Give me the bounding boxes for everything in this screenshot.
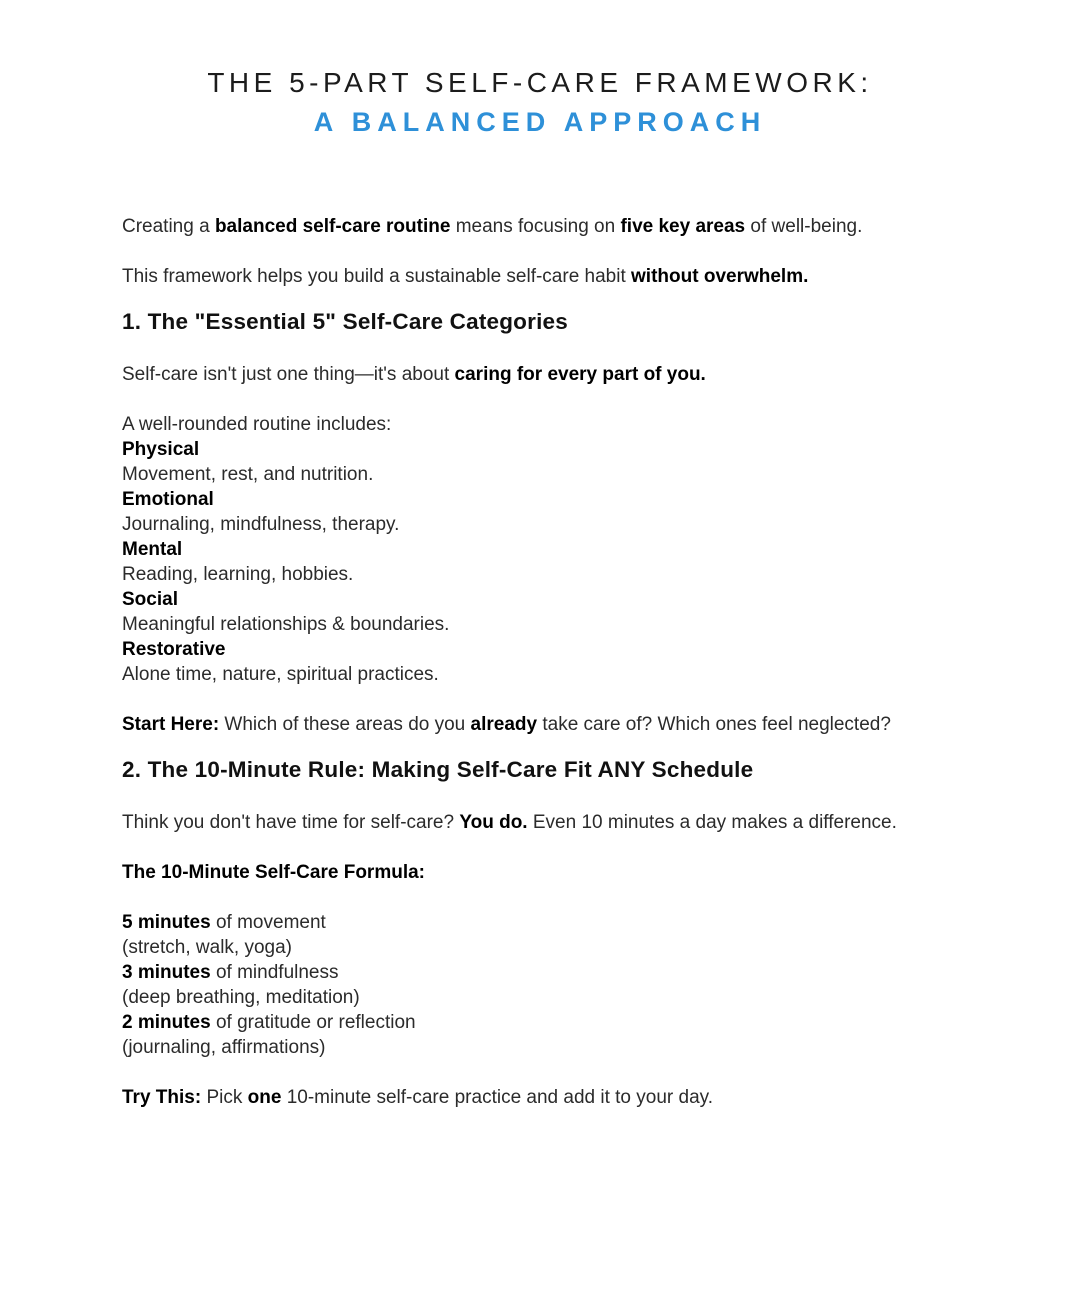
category-desc: Movement, rest, and nutrition. <box>122 464 374 485</box>
try-this-note: Try This: Pick one 10-minute self-care practice and add it to your day. <box>122 1087 714 1108</box>
category-name: Physical <box>122 439 200 460</box>
section2-lead: Think you don't have time for self-care? You do. Even 10 minutes a day makes a difference. <box>122 812 897 833</box>
formula-list <box>122 910 942 1060</box>
category-name: Mental <box>122 539 183 560</box>
document-header <box>0 0 1080 138</box>
category-name: Restorative <box>122 639 226 660</box>
formula-line: 3 minutes of mindfulness <box>122 962 339 983</box>
formula-detail: (deep breathing, meditation) <box>122 987 360 1008</box>
section2-heading: 2. The 10-Minute Rule: Making Self-Care Fit ANY Schedule <box>122 757 754 782</box>
formula-heading: The 10-Minute Self-Care Formula: <box>122 862 425 883</box>
intro-paragraph-1: Creating a balanced self-care routine means focusing on five key areas of well-being. <box>122 216 863 237</box>
categories-list <box>122 412 942 687</box>
category-desc: Reading, learning, hobbies. <box>122 564 354 585</box>
section1-heading: 1. The "Essential 5" Self-Care Categories <box>122 309 568 334</box>
category-desc: Meaningful relationships & boundaries. <box>122 614 450 635</box>
document-body <box>122 214 942 1110</box>
category-name: Social <box>122 589 178 610</box>
formula-detail: (stretch, walk, yoga) <box>122 937 292 958</box>
page-title: THE 5-PART SELF-CARE FRAMEWORK: <box>207 67 873 98</box>
formula-line: 2 minutes of gratitude or reflection <box>122 1012 416 1033</box>
category-desc: Alone time, nature, spiritual practices. <box>122 664 439 685</box>
page-subtitle: A BALANCED APPROACH <box>313 107 767 137</box>
categories-intro: A well-rounded routine includes: <box>122 414 392 435</box>
start-here-note: Start Here: Which of these areas do you already take care of? Which ones feel neglected? <box>122 714 891 735</box>
category-name: Emotional <box>122 489 214 510</box>
intro-paragraph-2: This framework helps you build a sustainable self-care habit without overwhelm. <box>122 266 809 287</box>
formula-line: 5 minutes of movement <box>122 912 326 933</box>
section1-lead: Self-care isn't just one thing—it's about caring for every part of you. <box>122 364 706 385</box>
category-desc: Journaling, mindfulness, therapy. <box>122 514 400 535</box>
formula-detail: (journaling, affirmations) <box>122 1037 326 1058</box>
